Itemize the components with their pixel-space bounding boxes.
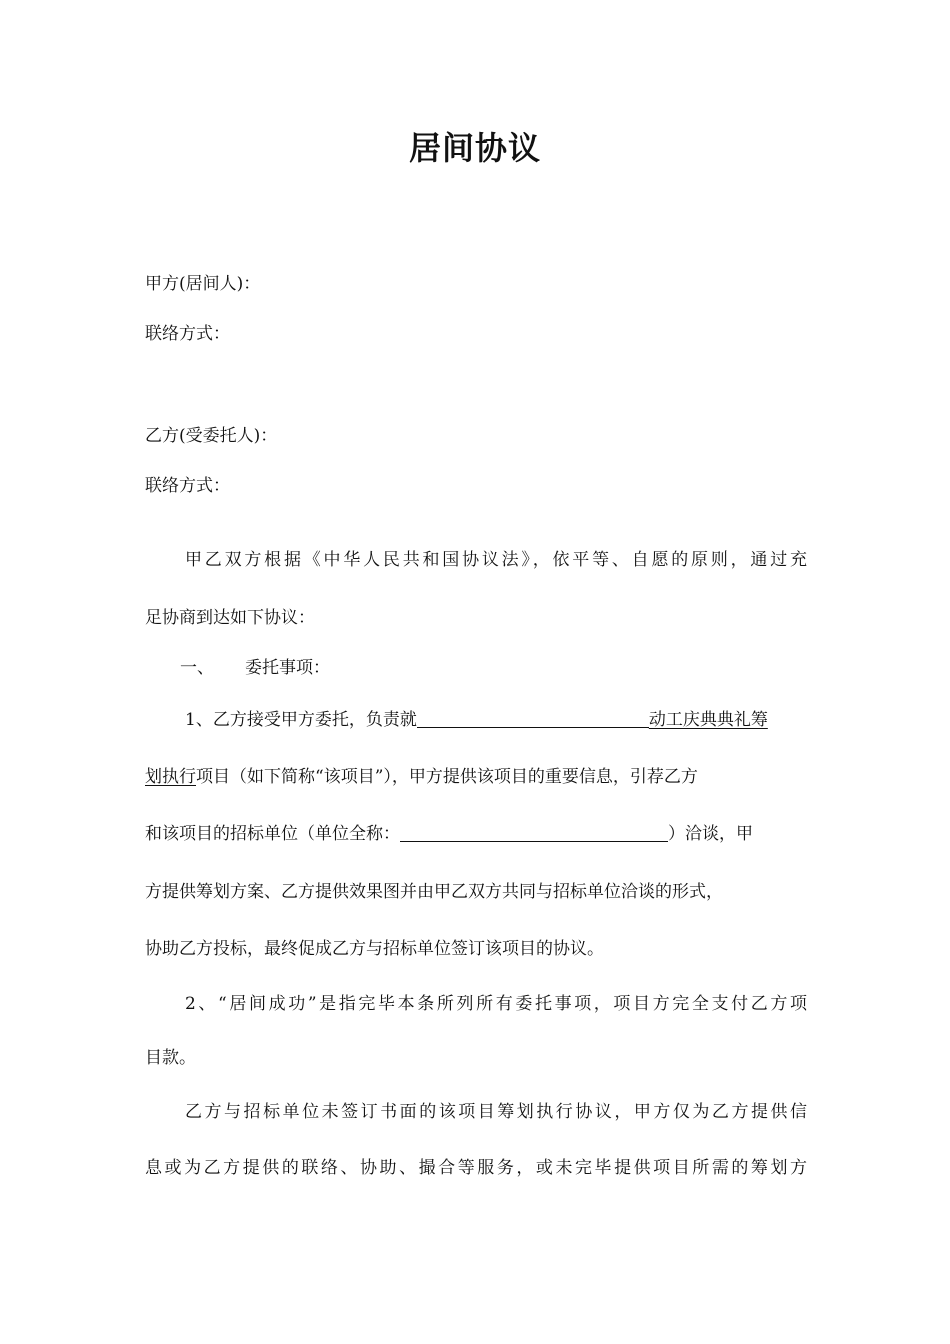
clause-2-line-2: 目款。 — [145, 1048, 196, 1068]
party-a-contact-label: 联络方式： — [145, 324, 230, 344]
clause-1-line-3 — [145, 822, 807, 846]
clause-1-prefix: 1、乙方接受甲方委托，负责就 — [185, 710, 417, 730]
clause-1-line-3-prefix: 和该项目的招标单位（单位全称： — [145, 824, 400, 844]
clause-1-line-4: 方提供筹划方案、乙方提供效果图并由甲乙双方共同与招标单位洽谈的形式， — [145, 882, 723, 902]
project-name-continued: 划执行 — [145, 767, 196, 787]
intro-line-2: 足协商到达如下协议： — [145, 608, 315, 628]
section-1-heading: 委托事项： — [245, 658, 330, 678]
clause-3-line-1: 乙方与招标单位未签订书面的该项目筹划执行协议，甲方仅为乙方提供信 — [185, 1102, 807, 1122]
clause-1-line-3-suffix: ）洽谈，甲 — [668, 824, 753, 844]
clause-1-line-5: 协助乙方投标，最终促成乙方与招标单位签订该项目的协议。 — [145, 939, 604, 959]
project-name-blank — [417, 709, 649, 728]
clause-1-line-1 — [185, 708, 807, 732]
intro-line-1: 甲乙双方根据《中华人民共和国协议法》，依平等、自愿的原则，通过充 — [185, 550, 807, 570]
clause-1-line-2 — [145, 765, 807, 789]
party-a-label: 甲方(居间人)： — [145, 274, 261, 294]
party-b-label: 乙方(受委托人)： — [145, 426, 278, 446]
clause-3-line-2: 息或为乙方提供的联络、协助、撮合等服务，或未完毕提供项目所需的筹划方 — [145, 1158, 807, 1178]
section-1-number: 一、 — [180, 658, 214, 678]
unit-full-name-blank — [400, 823, 668, 842]
project-name-text: 动工庆典典礼筹 — [648, 710, 768, 730]
document-title: 居间协议 — [408, 129, 541, 167]
clause-1-line-2-rest: 项目（如下简称“该项目”），甲方提供该项目的重要信息，引荐乙方 — [196, 767, 698, 787]
party-b-contact-label: 联络方式： — [145, 476, 230, 496]
clause-2-line-1: 2、“居间成功”是指完毕本条所列所有委托事项，项目方完全支付乙方项 — [185, 994, 807, 1014]
